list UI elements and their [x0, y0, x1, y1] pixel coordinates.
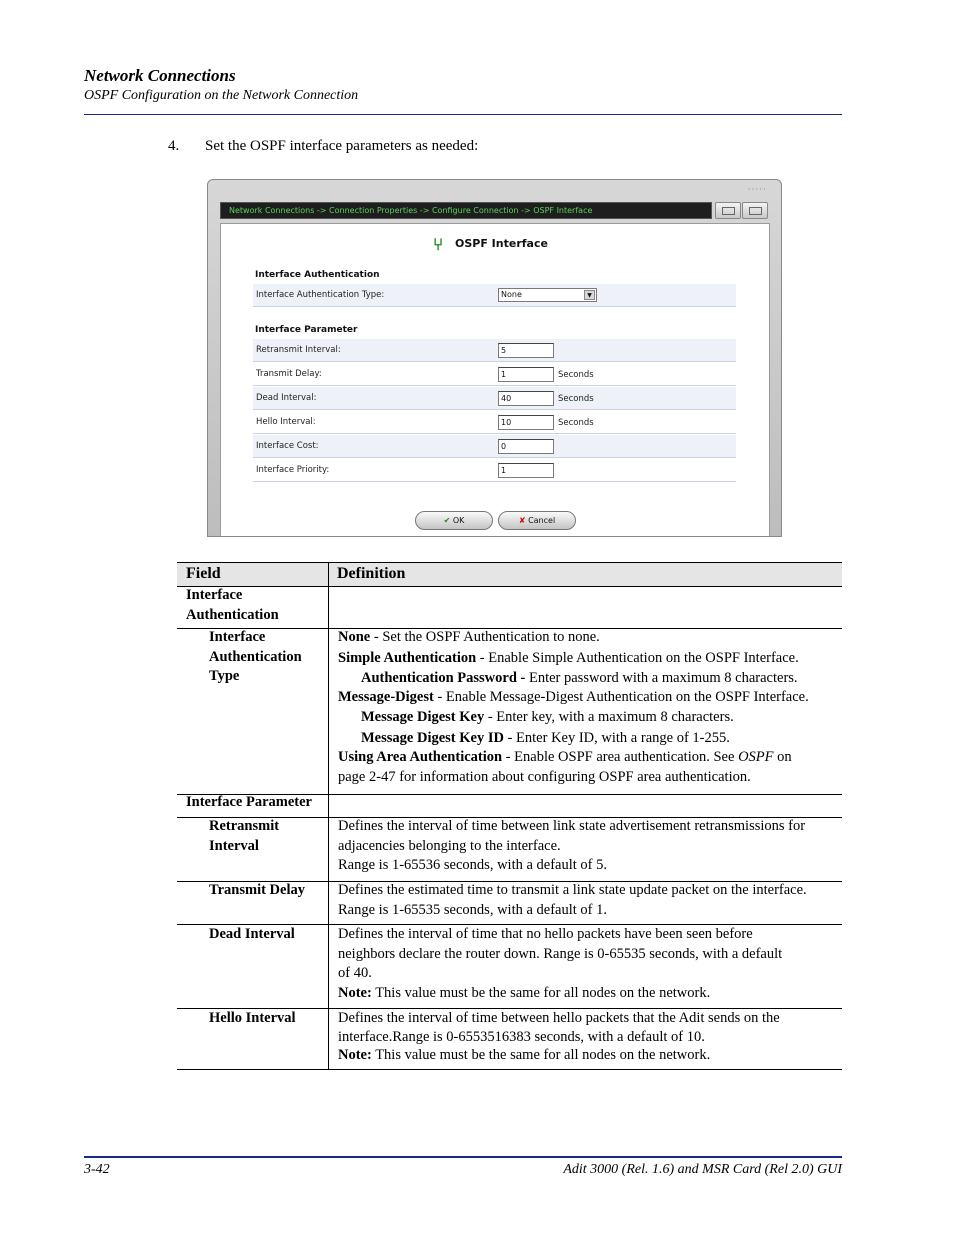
definition-text: of 40.	[338, 965, 372, 981]
definition-text: neighbors declare the router down. Range is 0-65535 seconds, with a default	[338, 945, 783, 962]
definition-hello-interval	[338, 1009, 843, 1065]
section-title: Network Connections	[84, 66, 236, 85]
window-grip: ·····	[747, 185, 767, 195]
note-label: Note:	[338, 984, 372, 1001]
dead-interval-row	[253, 387, 736, 410]
ospf-form-panel	[220, 223, 770, 537]
unit-label: Seconds	[558, 394, 594, 404]
chevron-down-icon[interactable]: ▼	[584, 290, 595, 300]
auth-type-label: Interface Authentication Type:	[256, 290, 385, 300]
term: Using Area Authentication	[338, 749, 503, 765]
step-instruction	[168, 138, 478, 155]
ospf-page-title	[433, 235, 548, 255]
definition-dead-interval	[338, 925, 843, 1003]
retransmit-interval-input[interactable]: 5	[498, 343, 554, 358]
auth-type-value: None	[501, 290, 522, 299]
hello-interval-row	[253, 411, 736, 434]
window-toggle-button[interactable]	[742, 202, 768, 219]
definition-text: adjacencies belonging to the interface.	[338, 837, 561, 854]
definition-text: Defines the interval of time between hello packets that the Adit sends on the	[338, 1010, 780, 1026]
hello-interval-input[interactable]: 10	[498, 415, 554, 430]
field-label: Interface Cost:	[256, 441, 319, 451]
ok-label: OK	[452, 516, 465, 525]
retransmit-interval-row	[253, 339, 736, 362]
table-column-divider	[328, 562, 329, 1070]
field-hello-interval: Hello Interval	[209, 1010, 296, 1026]
group-interface-parameter: Interface Parameter	[186, 794, 312, 810]
field-label: Dead Interval:	[256, 393, 317, 403]
definition-text: - Enable Message-Digest Authentication on the OSPF Interface.	[433, 689, 809, 705]
note-text: This value must be the same for all nodes on the network.	[371, 984, 711, 1001]
definition-transmit-delay	[338, 881, 843, 920]
definition-text: - Set the OSPF Authentication to none.	[370, 629, 600, 645]
field-label: Interface Priority:	[256, 465, 330, 475]
interface-cost-input[interactable]: 0	[498, 439, 554, 454]
layout-toggle-button[interactable]	[715, 202, 741, 219]
check-icon: ✔	[443, 516, 451, 525]
definition-text: Defines the estimated time to transmit a link state update packet on the interface.	[338, 882, 807, 898]
auth-type-select[interactable]	[498, 288, 597, 302]
field-retransmit-interval: Retransmit Interval	[209, 818, 280, 854]
definition-retransmit-interval	[338, 817, 843, 876]
column-header-field: Field	[186, 565, 221, 582]
breadcrumb-bar: Network Connections -> Connection Properties -> Configure Connection -> OSPF Interface	[220, 202, 712, 219]
definition-text: - Enter key, with a maximum 8 characters.	[484, 708, 734, 725]
interface-priority-row	[253, 459, 736, 482]
term: Authentication Password -	[361, 669, 526, 686]
document-title: Adit 3000 (Rel. 1.6) and MSR Card (Rel 2.0) GUI	[563, 1162, 842, 1177]
definition-text: Range is 1-65535 seconds, with a default of 1.	[338, 901, 608, 918]
definition-auth-type	[338, 628, 848, 787]
definition-text: - Enable Simple Authentication on the OSPF Interface.	[476, 650, 799, 666]
window-icon	[749, 207, 762, 215]
interface-cost-row	[253, 435, 736, 458]
transmit-delay-row	[253, 363, 736, 386]
ospf-interface-screenshot	[207, 179, 782, 537]
table-bottom-rule	[177, 1069, 842, 1070]
ok-button[interactable]	[415, 511, 493, 530]
param-section-heading: Interface Parameter	[255, 325, 358, 335]
definition-text: Enter password with a maximum 8 characters.	[525, 669, 798, 686]
cancel-button[interactable]	[498, 511, 576, 530]
unit-label: Seconds	[558, 370, 594, 380]
term: Message Digest Key ID	[361, 729, 504, 746]
section-subtitle: OSPF Configuration on the Network Connection	[84, 88, 359, 103]
field-label: Hello Interval:	[256, 417, 316, 427]
page-number: 3-42	[84, 1162, 110, 1177]
note-text: This value must be the same for all nodes on the network.	[371, 1047, 711, 1063]
definition-text: on	[773, 749, 792, 765]
field-label: Retransmit Interval:	[256, 345, 341, 355]
auth-section-heading: Interface Authentication	[255, 270, 380, 280]
note-label: Note:	[338, 1047, 372, 1063]
close-icon: ✘	[518, 516, 526, 525]
definition-text: - Enter Key ID, with a range of 1-255.	[503, 729, 730, 746]
field-label: Transmit Delay:	[256, 369, 322, 379]
unit-label: Seconds	[558, 418, 594, 428]
term: Simple Authentication	[338, 650, 477, 666]
group-interface-authentication: Interface Authentication	[186, 587, 279, 623]
ospf-page-title-text: OSPF Interface	[455, 237, 548, 250]
cancel-label: Cancel	[528, 516, 556, 525]
auth-type-row	[253, 284, 736, 307]
term: Message-Digest	[338, 689, 434, 705]
cross-reference: OSPF	[738, 749, 774, 765]
field-dead-interval: Dead Interval	[209, 926, 295, 942]
field-auth-type: Interface Authentication Type	[209, 629, 302, 684]
footer-divider	[84, 1156, 842, 1158]
definition-text: page 2-47 for information about configuring OSPF area authentication.	[338, 768, 751, 785]
definition-text: interface.Range is 0-6553516383 seconds, with a default of 10.	[338, 1028, 705, 1045]
network-branch-icon: ⑂	[433, 235, 444, 255]
definition-text: Defines the interval of time between link state advertisement retransmissions for	[338, 818, 806, 834]
step-number: 4.	[168, 138, 180, 154]
dead-interval-input[interactable]: 40	[498, 391, 554, 406]
term: None	[338, 629, 371, 645]
table-header-row	[177, 562, 842, 587]
definition-text: - Enable OSPF area authentication. See	[502, 749, 739, 765]
header-divider	[84, 114, 842, 115]
column-header-definition: Definition	[337, 565, 406, 582]
definition-text: Range is 1-65536 seconds, with a default of 5.	[338, 857, 608, 873]
step-text: Set the OSPF interface parameters as needed:	[205, 138, 479, 154]
field-transmit-delay: Transmit Delay	[209, 882, 305, 898]
interface-priority-input[interactable]: 1	[498, 463, 554, 478]
transmit-delay-input[interactable]: 1	[498, 367, 554, 382]
term: Message Digest Key	[361, 708, 485, 725]
definition-text: Defines the interval of time that no hello packets have been seen before	[338, 926, 753, 942]
grid-icon	[722, 207, 735, 215]
